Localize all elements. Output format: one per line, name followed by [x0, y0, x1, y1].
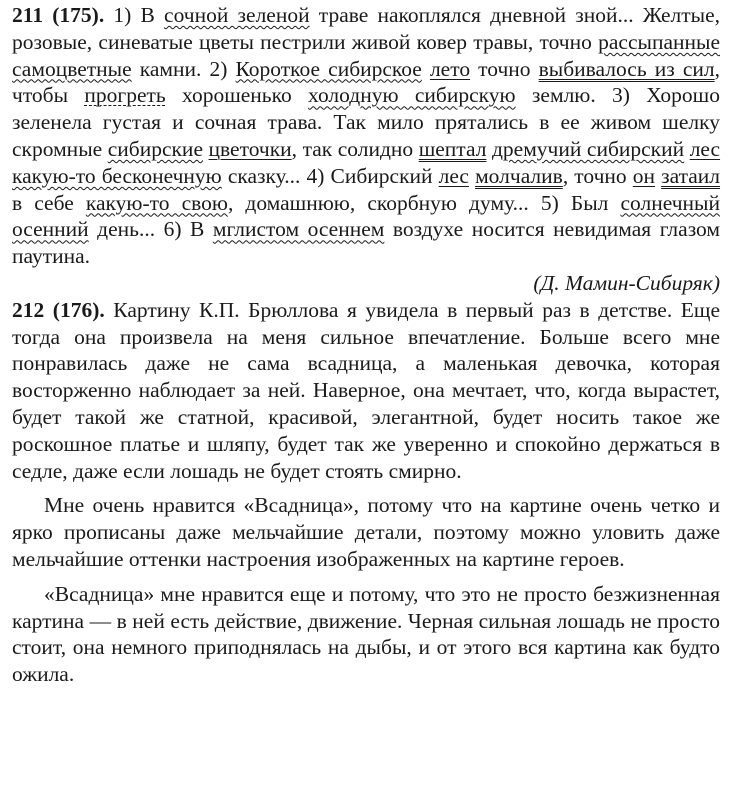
subject-underline: лето: [429, 56, 471, 81]
wavy-underlined-phrase: какую-то свою: [85, 190, 228, 215]
text-run: точно: [470, 56, 539, 81]
wavy-underlined-phrase: дремучий сибирский: [491, 136, 685, 161]
predicate-underline: молчалив: [475, 163, 563, 188]
subject-underline: цветочки: [208, 136, 292, 161]
exercise-212-paragraph-3: «Всадница» мне нравится еще и потому, что это не просто безжизненная картина — в ней есть действие, движение. Черная сильная лошадь не просто стоит, она немного приподнялась на дыбы, и от этого вся картина как будто ожила.: [12, 581, 720, 687]
text-run: камни. 2): [131, 56, 236, 81]
wavy-underlined-phrase: сочной зеленой: [164, 3, 310, 27]
subject-underline: он: [632, 163, 656, 188]
text-run: [422, 57, 430, 81]
paragraph-gap: [12, 573, 720, 581]
text-run: день... 6) В: [88, 217, 213, 242]
wavy-underlined-phrase: рассыпанные самоцветные: [12, 29, 720, 81]
text-run: Картину К.П. Брюллова я увидела в первый раз в детстве. Еще тогда она произвела на меня сильное впечатление. Больше всего мне понравилась даже не сама всадница, а маленькая девочка, которая восторженно наблюдает за ней. Наверное, она мечтает, что, когда вырастет, будет такой же статной, красивой, элегантной, будет носить такое же роскошное платье и шляпу, будет так же уверенно и спокойно держаться в седле, даже если лошадь не будет стоять смирно.: [12, 297, 720, 483]
wavy-underlined-phrase: Короткое сибирское: [235, 56, 422, 81]
wavy-underlined-phrase: холодную сибирскую: [308, 83, 516, 108]
text-run: , чтобы: [12, 56, 720, 108]
text-run: , так солидно: [291, 136, 419, 161]
text-run: хорошенько: [165, 83, 309, 108]
text-run: в себе: [12, 190, 86, 215]
text-run: , точно: [562, 163, 633, 188]
predicate-underline: шептал: [418, 136, 487, 161]
subject-underline: лес: [438, 163, 469, 188]
text-run: траве накоплялся дневной зной... Желтые, розовые, синеватые цветы пестрили живой ковер травы, точно: [12, 3, 720, 54]
text-run: сказку... 4) Сибирский: [221, 163, 439, 188]
exercise-211: [12, 2, 720, 270]
wavy-underlined-phrase: солнечный осенний: [12, 190, 720, 242]
predicate-underline: выбивалось из сил: [538, 56, 715, 81]
exercise-number: 211 (175).: [12, 3, 105, 27]
wavy-underlined-phrase: сибирские: [107, 136, 203, 161]
text-run: воздухе носится невидимая глазом паутина.: [12, 217, 721, 269]
wavy-underlined-phrase: какую-то бесконечную: [12, 163, 222, 188]
text-run: , домашнюю, скорбную думу... 5) Был: [227, 190, 621, 215]
predicate-underline: затаил: [661, 163, 721, 188]
text-run: землю. 3) Хорошо зеленела густая и сочная трава. Так мило прятались в ее живом шелку скромные: [12, 83, 720, 161]
exercise-number: 212 (176).: [12, 297, 105, 322]
paragraph-gap: [12, 484, 720, 492]
exercise-212-paragraph-1: [12, 297, 720, 485]
wavy-underlined-phrase: мглистом осеннем: [212, 217, 385, 242]
exercise-212-paragraph-2: Мне очень нравится «Всадница», потому что на картине очень четко и ярко прописаны даже мельчайшие детали, поэтому можно уловить даже мельчайшие оттенки настроения изображенных на картине героев.: [12, 493, 720, 571]
text-run: 1) В: [104, 3, 165, 27]
subject-underline: лес: [689, 136, 721, 161]
dashed-underline: прогреть: [84, 83, 166, 108]
author-attribution: (Д. Мамин-Сибиряк): [533, 270, 720, 295]
